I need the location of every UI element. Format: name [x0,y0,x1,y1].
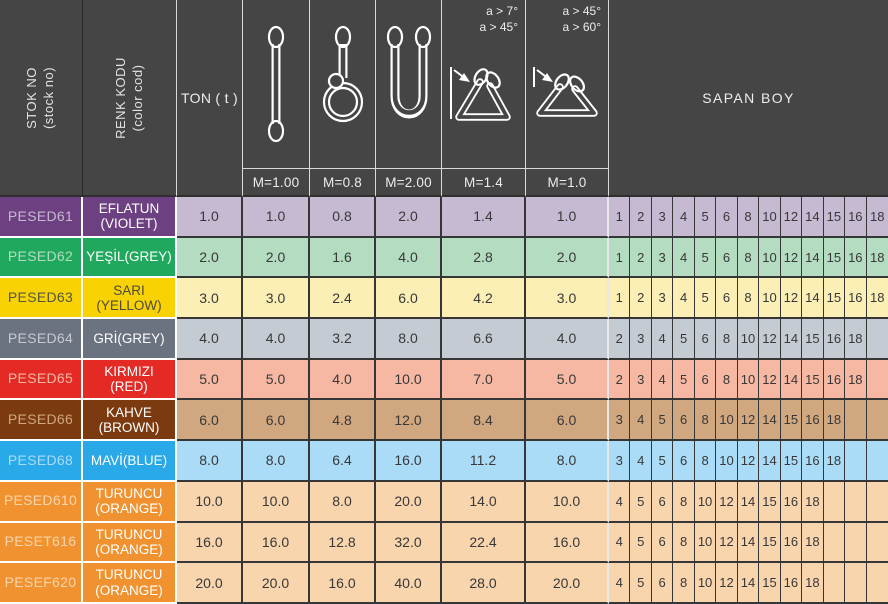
stock-no-cell: PESET616 [0,523,83,564]
header-stok-no-text [24,66,58,128]
sapan-length-cell: 15 [824,197,845,238]
sapan-length-cell: 15 [759,482,780,523]
value-cell: 4.8 [310,400,376,441]
sapan-length-cell: 18 [824,441,845,482]
header-renk-kodu-text [113,57,147,139]
sapan-length-cell: 6 [716,278,737,319]
value-cell: 2.8 [442,238,526,279]
value-cell: 11.2 [442,441,526,482]
sapan-length-cell [845,441,866,482]
sapan-length-cell: 12 [716,523,737,564]
sapan-length-cell: 18 [867,278,888,319]
stock-no-cell: PESED66 [0,400,83,441]
two-leg-sling-60-icon [527,55,607,139]
sapan-length-cell: 10 [759,238,780,279]
sapan-length-cell: 18 [867,238,888,279]
value-cell: 20.0 [526,563,609,604]
sapan-length-cell: 18 [802,523,823,564]
sapan-length-cell: 12 [781,197,802,238]
header-hitch-basket [376,0,442,168]
value-cell: 10.0 [243,482,310,523]
m-factor-text: M=0.8 [323,174,362,190]
color-code-line: TURUNCU [95,526,163,542]
header-renk-kodu-line2: (color cod) [129,64,145,131]
angle-line: a > 7° [486,4,518,18]
color-code-line: TURUNCU [95,567,163,583]
sapan-length-cell: 14 [759,441,780,482]
m-factor-label [310,168,376,197]
header-hitch-vertical [243,0,310,168]
sapan-length-cell: 6 [673,441,694,482]
stock-no-cell: PESED65 [0,360,83,401]
sapan-length-cell: 14 [738,482,759,523]
sapan-length-cell: 8 [695,400,716,441]
stock-no-cell: PESED63 [0,278,83,319]
sapan-length-cell: 5 [652,400,673,441]
value-cell: 5.0 [243,360,310,401]
color-code-cell [83,238,177,279]
value-cell: 0.8 [310,197,376,238]
sapan-length-cell: 16 [824,319,845,360]
sapan-length-cell: 8 [673,482,694,523]
color-code-line: (ORANGE) [95,501,163,517]
sapan-length-cell: 15 [824,278,845,319]
choker-hitch-icon [313,24,373,144]
sapan-length-cell: 16 [802,441,823,482]
value-cell: 4.0 [310,360,376,401]
header-stok-no-line1: STOK NO [24,66,40,129]
sapan-length-cell: 15 [781,400,802,441]
value-cell: 1.6 [310,238,376,279]
sapan-length-cell: 18 [845,360,866,401]
sapan-length-cell: 12 [716,482,737,523]
sapan-length-cell: 5 [652,441,673,482]
sapan-length-cell: 16 [845,278,866,319]
sapan-length-cell: 8 [673,563,694,604]
sapan-length-cell: 4 [609,482,630,523]
value-cell: 12.0 [376,400,442,441]
sapan-length-cell: 3 [652,238,673,279]
vertical-sling-icon [256,24,296,144]
value-cell: 7.0 [442,360,526,401]
sapan-length-cell [824,523,845,564]
value-cell: 6.4 [310,441,376,482]
color-code-line: KIRMIZI [104,363,154,379]
value-cell: 1.4 [442,197,526,238]
color-code-line: YEŞİL(GREY) [86,249,172,265]
sapan-length-cell [845,400,866,441]
angle-line: a > 45° [479,20,518,35]
angle-note [563,3,602,35]
value-cell: 2.0 [526,238,609,279]
sapan-length-cell: 4 [673,238,694,279]
sapan-length-cell: 14 [781,360,802,401]
color-code-line: MAVİ(BLUE) [90,452,168,468]
header-sapan-boy [609,0,888,197]
color-code-cell [83,197,177,238]
sapan-length-cell: 8 [738,278,759,319]
value-cell: 8.0 [526,441,609,482]
sapan-length-cell: 14 [738,523,759,564]
sapan-length-cell: 6 [652,563,673,604]
sapan-length-cell: 8 [738,197,759,238]
value-cell: 8.0 [376,319,442,360]
m-factor-label [376,168,442,197]
color-code-cell [83,441,177,482]
sapan-length-cell [867,441,888,482]
sapan-length-cell: 5 [695,238,716,279]
sapan-length-cell: 3 [652,197,673,238]
value-cell: 3.0 [243,278,310,319]
sapan-length-cell: 8 [716,360,737,401]
sapan-length-cell: 4 [673,197,694,238]
sapan-length-cell: 16 [781,563,802,604]
value-cell: 8.4 [442,400,526,441]
color-code-line: (VIOLET) [100,216,158,232]
sapan-length-cell: 14 [781,319,802,360]
sapan-length-cell: 4 [630,441,651,482]
color-code-cell [83,360,177,401]
sapan-length-cell: 16 [845,197,866,238]
sapan-length-cell: 5 [630,482,651,523]
value-cell: 4.0 [376,238,442,279]
sapan-length-cell: 2 [609,319,630,360]
ton-cell: 3.0 [177,278,243,319]
sapan-length-cell: 14 [738,563,759,604]
sapan-length-cell: 12 [716,563,737,604]
value-cell: 32.0 [376,523,442,564]
value-cell: 28.0 [442,563,526,604]
sapan-length-cell: 15 [802,319,823,360]
sapan-length-cell: 10 [695,523,716,564]
two-leg-sling-45-icon [444,55,524,139]
ton-cell: 8.0 [177,441,243,482]
color-code-cell [83,563,177,604]
sapan-length-cell [824,563,845,604]
sapan-length-cell: 12 [781,278,802,319]
sapan-length-cell: 12 [759,319,780,360]
sapan-length-cell: 3 [609,441,630,482]
m-factor-label [442,168,526,197]
m-factor-label [526,168,609,197]
sapan-length-cell [845,523,866,564]
color-code-cell [83,278,177,319]
basket-hitch-icon [379,24,439,144]
sapan-length-cell: 12 [781,238,802,279]
sapan-length-cell: 10 [759,278,780,319]
sapan-length-cell: 15 [802,360,823,401]
sapan-length-cell: 2 [630,197,651,238]
value-cell: 16.0 [310,563,376,604]
sapan-length-cell: 4 [609,563,630,604]
sapan-length-cell: 6 [695,360,716,401]
sapan-length-cell: 10 [716,441,737,482]
value-cell: 8.0 [243,441,310,482]
sapan-length-cell [867,319,888,360]
color-code-cell [83,319,177,360]
stock-no-cell: PESED61 [0,197,83,238]
header-hitch-two-leg-60 [526,0,609,168]
value-cell: 40.0 [376,563,442,604]
header-stok-no-line2: (stock no) [41,66,56,129]
m-factor-label [243,168,310,197]
color-code-line: SARI [113,282,145,298]
color-code-line: (ORANGE) [95,541,163,557]
color-code-line: (BROWN) [98,419,160,435]
sapan-length-cell: 10 [695,482,716,523]
stock-no-cell: PESED68 [0,441,83,482]
sapan-length-cell: 6 [652,523,673,564]
sapan-length-cell [867,482,888,523]
sapan-length-cell: 15 [824,238,845,279]
sapan-length-cell [867,360,888,401]
value-cell: 4.2 [442,278,526,319]
stock-no-cell: PESEF620 [0,563,83,604]
sapan-length-cell: 12 [738,400,759,441]
value-cell: 14.0 [442,482,526,523]
sapan-length-cell: 12 [759,360,780,401]
sapan-length-cell: 5 [695,197,716,238]
color-code-line: (RED) [110,379,148,395]
sapan-length-cell: 5 [630,523,651,564]
sapan-length-cell: 4 [652,319,673,360]
sapan-length-cell: 4 [609,523,630,564]
sapan-length-cell [845,482,866,523]
m-factor-text: M=1.4 [464,174,503,190]
sapan-length-cell: 14 [802,238,823,279]
sapan-length-cell: 3 [652,278,673,319]
angle-line: a > 45° [562,4,601,18]
color-code-cell [83,523,177,564]
header-hitch-choker [310,0,376,168]
sapan-length-cell: 15 [759,563,780,604]
sapan-length-cell: 4 [673,278,694,319]
stock-no-cell: PESED62 [0,238,83,279]
sapan-length-cell: 18 [802,482,823,523]
sapan-length-cell [867,523,888,564]
sapan-length-cell: 6 [652,482,673,523]
sapan-length-cell: 14 [802,197,823,238]
sapan-length-cell: 10 [738,319,759,360]
sapan-length-cell: 12 [738,441,759,482]
sapan-length-cell: 4 [652,360,673,401]
value-cell: 16.0 [243,523,310,564]
value-cell: 5.0 [526,360,609,401]
value-cell: 6.0 [243,400,310,441]
ton-cell: 5.0 [177,360,243,401]
sapan-length-cell: 6 [695,319,716,360]
value-cell: 22.4 [442,523,526,564]
sapan-length-cell: 4 [630,400,651,441]
sapan-length-cell [867,400,888,441]
angle-line: a > 60° [562,20,601,35]
header-sapan-boy-label: SAPAN BOY [702,89,795,106]
value-cell: 2.0 [243,238,310,279]
sapan-length-cell: 18 [802,563,823,604]
value-cell: 4.0 [243,319,310,360]
sapan-length-cell: 16 [824,360,845,401]
header-renk-kodu [83,0,177,197]
ton-cell: 20.0 [177,563,243,604]
value-cell: 6.0 [526,400,609,441]
color-code-line: KAHVE [106,404,152,420]
value-cell: 10.0 [526,482,609,523]
sapan-length-cell: 2 [630,238,651,279]
color-code-cell [83,482,177,523]
header-stok-no [0,0,83,197]
ton-cell: 10.0 [177,482,243,523]
value-cell: 3.0 [526,278,609,319]
sapan-length-cell: 10 [716,400,737,441]
value-cell: 16.0 [526,523,609,564]
sapan-length-cell: 10 [738,360,759,401]
value-cell: 8.0 [310,482,376,523]
sapan-length-cell: 18 [867,197,888,238]
value-cell: 16.0 [376,441,442,482]
value-cell: 4.0 [526,319,609,360]
sapan-length-cell: 5 [695,278,716,319]
color-code-line: (ORANGE) [95,582,163,598]
sapan-length-cell: 10 [759,197,780,238]
value-cell: 2.0 [376,197,442,238]
sapan-length-cell: 10 [695,563,716,604]
sapan-length-cell: 8 [716,319,737,360]
value-cell: 1.0 [243,197,310,238]
value-cell: 6.0 [376,278,442,319]
value-cell: 1.0 [526,197,609,238]
sapan-length-cell: 5 [673,319,694,360]
sapan-length-cell: 3 [630,360,651,401]
ton-cell: 1.0 [177,197,243,238]
color-code-line: TURUNCU [95,486,163,502]
sapan-length-cell: 14 [759,400,780,441]
header-renk-kodu-line1: RENK KODU [112,56,128,139]
sapan-length-cell: 14 [802,278,823,319]
header-hitch-two-leg-45 [442,0,526,168]
sapan-length-cell: 8 [695,441,716,482]
ton-cell: 2.0 [177,238,243,279]
sapan-length-cell [867,563,888,604]
sapan-length-cell: 2 [609,360,630,401]
color-code-line: GRİ(GREY) [93,330,165,346]
color-code-cell [83,400,177,441]
color-code-line: (YELLOW) [96,297,162,313]
value-cell: 12.8 [310,523,376,564]
sapan-length-cell: 18 [845,319,866,360]
header-ton-label: TON ( t ) [181,89,238,106]
sapan-length-cell: 3 [609,400,630,441]
ton-cell: 4.0 [177,319,243,360]
sapan-length-cell: 6 [673,400,694,441]
sapan-length-cell: 5 [630,563,651,604]
value-cell: 3.2 [310,319,376,360]
header-ton [177,0,243,197]
sapan-length-cell: 16 [845,238,866,279]
sapan-length-cell: 15 [759,523,780,564]
sapan-length-cell: 1 [609,197,630,238]
sapan-length-cell: 1 [609,238,630,279]
value-cell: 10.0 [376,360,442,401]
value-cell: 2.4 [310,278,376,319]
sapan-length-cell: 8 [738,238,759,279]
value-cell: 20.0 [376,482,442,523]
sapan-length-cell: 3 [630,319,651,360]
sapan-length-cell [845,563,866,604]
stock-no-cell: PESED64 [0,319,83,360]
angle-note [480,3,519,35]
m-factor-text: M=1.00 [252,174,300,190]
sapan-length-cell [824,482,845,523]
ton-cell: 6.0 [177,400,243,441]
stock-no-cell: PESED610 [0,482,83,523]
sapan-length-cell: 6 [716,238,737,279]
m-factor-text: M=1.0 [547,174,587,190]
sapan-length-cell: 6 [716,197,737,238]
value-cell: 20.0 [243,563,310,604]
value-cell: 6.6 [442,319,526,360]
sapan-length-cell: 2 [630,278,651,319]
sapan-length-cell: 15 [781,441,802,482]
ton-cell: 16.0 [177,523,243,564]
sapan-length-cell: 16 [781,482,802,523]
sapan-length-cell: 5 [673,360,694,401]
m-factor-text: M=2.00 [385,174,432,190]
sapan-length-cell: 16 [781,523,802,564]
sapan-length-cell: 8 [673,523,694,564]
sapan-length-cell: 18 [824,400,845,441]
sapan-length-cell: 16 [802,400,823,441]
color-code-line: EFLATUN [98,201,160,217]
sapan-length-cell: 1 [609,278,630,319]
